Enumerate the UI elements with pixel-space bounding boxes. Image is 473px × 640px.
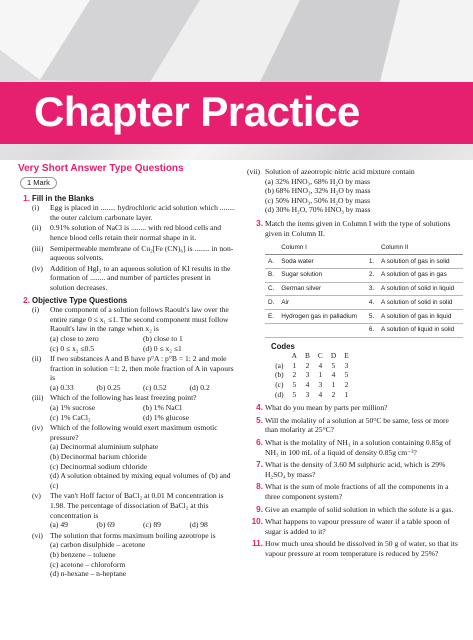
- table-row: C. German silver 3. A solution of solid in liquid: [265, 282, 463, 296]
- options: (a) 0.33 (b) 0.25 (c) 0.52 (d) 0.2: [50, 382, 210, 392]
- question-1: [14, 194, 236, 293]
- list-item: (iv) Addition of HgI₂ to an aqueous solution of KI results in the formation of ........ and number of particles present in solution decreases.: [32, 263, 231, 292]
- match-table: [265, 241, 463, 337]
- list-item: (iii) Which of the following has least freezing point? (a) 1% sucrose (b) 1% NaCl (c) 1% CaCl₂ (d) 1% glucose: [32, 393, 236, 422]
- table-row: B. Sugar solution 2. A solution of gas in gas: [265, 268, 463, 282]
- options: (a) close to zero (b) close to 1 (c) 0 ≤ x₂ ≤0.5 (d) 0 ≤ x₂ ≤1: [50, 333, 183, 353]
- table-row: (c) 5 4 3 1 2: [275, 380, 349, 389]
- question-number: 3.: [256, 218, 263, 228]
- table-header: A B C D E: [291, 351, 349, 361]
- list-item: (i) Egg is placed in ........ hydrochloric acid solution which ........ the outer calcium carbonate layer.: [32, 203, 235, 222]
- question-9: 9. Give an example of solid solution in which the solute is a gas.: [256, 504, 454, 514]
- list-item: (ii) 0.91% solution of NaCl is ........ with red blood cells and hence blood cells retain their normal shape in it.: [32, 223, 222, 242]
- right-column: [247, 167, 463, 562]
- chapter-title: Chapter Practice: [34, 88, 360, 135]
- table-row: D. Air 4. A solution of solid in solid: [265, 296, 463, 310]
- table-row: (a) 1 2 4 5 3: [275, 360, 349, 370]
- options: (a) 1% sucrose (b) 1% NaCl (c) 1% CaCl₂ (d) 1% glucose: [50, 403, 189, 422]
- question-number: 2.: [23, 295, 30, 305]
- table-row: A. Soda water 1. A solution of gas in solid: [265, 254, 463, 268]
- list-item: (i) One component of a solution follows Raoult's law over the entire range 0 ≤ x₁ ≤1. The second component must follow Raoult's law in the range when x₂ is (a) close to zero (b) close to 1 (c) 0 ≤ x₂ ≤0.5 (d) 0 ≤ x₂ ≤1: [32, 305, 236, 353]
- options: (a) Decinormal aluminium sulphate (b) Decinormal barium chloride (c) Decinormal sodium chloride (d) A solution obtained by mixing equal volumes of (b) and (c): [50, 442, 231, 490]
- list-item: (vii) Solution of azeotropic nitric acid mixture contain (a) 32% HNO₃, 68% H₂O by mass (b) 68% HNO₃, 32% H₂O by mass (c) 50% HNO₃, 50% H₂O by mass (d) 30% H₂O, 70% HNO₃ by mass: [247, 167, 463, 215]
- question-8: 8. What is the sum of mole fractions of all the components in a three component system?: [256, 482, 449, 501]
- question-2: [14, 296, 236, 579]
- chapter-banner: [0, 82, 473, 144]
- table-row: (d) 5 3 4 2 1: [275, 389, 349, 399]
- options: (a) 49 (b) 69 (c) 89 (d) 98: [50, 520, 208, 530]
- codes-label: Codes: [271, 341, 295, 351]
- question-heading: Fill in the Blanks: [32, 193, 94, 203]
- table-row: E. Hydrogen gas in palladium 5. A solution of gas in liquid: [265, 310, 463, 324]
- mark-badge: 1 Mark: [20, 177, 57, 189]
- question-text: Match the items given in Column I with the type of solutions given in Column II.: [265, 218, 451, 238]
- question-3: [247, 219, 463, 238]
- list-item: (iv) Which of the following would exert maximum osmotic pressure? (a) Decinormal aluminium sulphate (b) Decinormal barium chloride (c) Decinormal sodium chloride (d) A solution obtained by mixing equal volumes of (b) and (c): [32, 423, 236, 490]
- table-row: (b) 2 3 1 4 5: [275, 370, 349, 380]
- question-number: 1.: [23, 193, 30, 203]
- left-column: [14, 164, 236, 582]
- table-row: 6. A solution of liquid in solid: [265, 323, 463, 337]
- question-6: 6. What is the molality of NH₃ in a solution containing 0.85g of NH₃ in 100 mL of a liquid of density 0.85g cm⁻³?: [256, 437, 452, 457]
- question-4: 4. What do you mean by parts per million?: [256, 403, 388, 413]
- list-item: (vi) The solution that forms maximum boiling azeotrope is (a) carbon disulphide – acetone (b) benzene – toluene (c) acetone – chloroform (d) n-hexane – n-heptane: [32, 531, 236, 579]
- list-item: (ii) If two substances A and B have p°A : p°B = 1: 2 and mole fraction in solution =1: 2, then mole fraction of A in vapours is (a) 0.33 (b) 0.25 (c) 0.52 (d) 0.2: [32, 354, 236, 392]
- question-heading: Objective Type Questions: [32, 295, 128, 305]
- table-header: Column I Column II: [265, 241, 463, 254]
- question-10: 10. What happens to vapour pressure of water if a table spoon of sugar is added to it?: [251, 517, 450, 536]
- list-item: (iii) Semipermeable membrane of Cu₂[Fe (CN)₆] is ........ in non-aqueous solvents.: [32, 243, 234, 263]
- options: (a) carbon disulphide – acetone (b) benzene – toluene (c) acetone – chloroform (d) n-hexane – n-heptane: [50, 540, 146, 579]
- section-title: Very Short Answer Type Questions: [18, 163, 184, 174]
- question-5: 5. Will the molality of a solution at 50°C be same, less or more than molarity at 25°C?: [256, 415, 449, 435]
- list-item: (v) The van't Hoff factor of BaCl₂ at 0.01 M concentration is 1.98. The percentage of dissociation of BaCl₂ at this concentration is (a) 49 (b) 69 (c) 89 (d) 98: [32, 491, 236, 529]
- question-7: 7. What is the density of 3.60 M sulphuric acid, which is 29% H₂SO₄ by mass?: [256, 460, 446, 479]
- question-11: 11. How much urea should be dissolved in 50 g of water, so that its vapour pressure at room temperature is reduced by 25%?: [252, 539, 458, 558]
- options: (a) 32% HNO₃, 68% H₂O by mass (b) 68% HNO₃, 32% H₂O by mass (c) 50% HNO₃, 50% H₂O by mass (d) 30% H₂O, 70% HNO₃ by mass: [265, 176, 371, 215]
- codes-table: [271, 351, 353, 399]
